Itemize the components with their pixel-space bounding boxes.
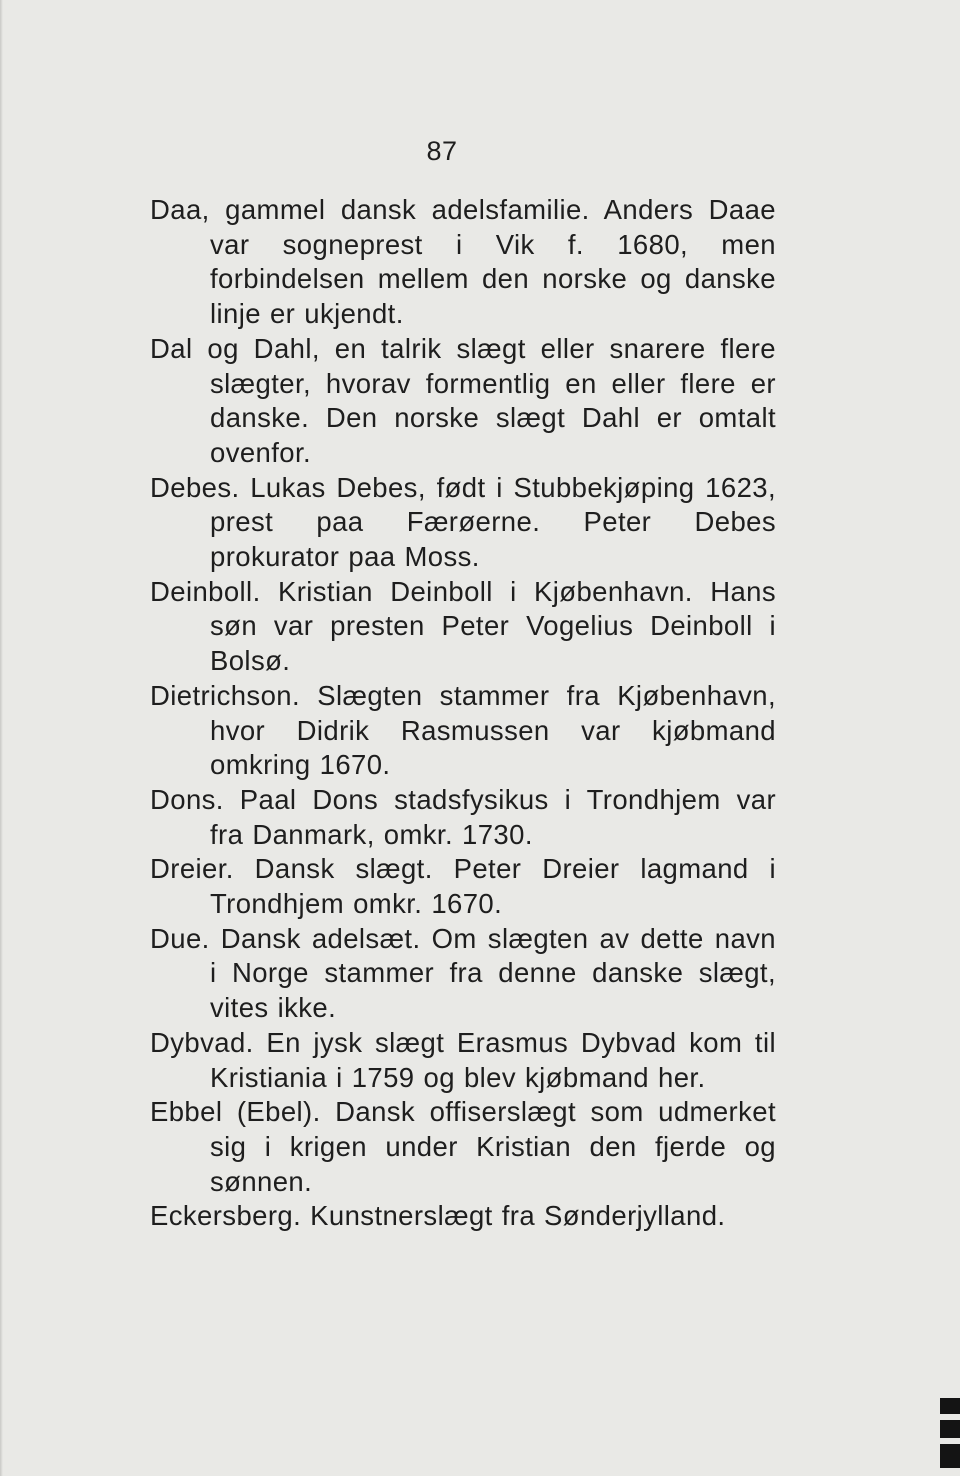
entry-dybvad: Dybvad. En jysk slægt Erasmus Dybvad kom til Kristiania i 1759 og blev kjøbmand her. [150,1026,776,1093]
entry-dreier: Dreier. Dansk slægt. Peter Dreier lagmand i Trondhjem omkr. 1670. [150,853,776,920]
entry-dal: Dal og Dahl, en talrik slægt eller snarere flere slægter, hvorav formentlig en eller flere er danske. Den norske slægt Dahl er omtalt ovenfor. [150,332,776,468]
page-number: 87 [426,136,458,166]
entry-due: Due. Dansk adelsæt. Om slægten av dette navn i Norge stammer fra denne danske slægt, vites ikke. [150,922,776,1024]
entry-dons: Dons. Paal Dons stadsfysikus i Trondhjem var fra Danmark, omkr. 1730. [150,783,776,850]
entry-list [150,193,776,1234]
entry-dietrichson: Dietrichson. Slægten stammer fra Kjøbenhavn, hvor Didrik Rasmussen var kjøbmand omkring 1670. [150,679,776,781]
entry-daa: Daa, gammel dansk adelsfamilie. Anders Daae var sogneprest i Vik f. 1680, men forbindelsen mellem den norske og danske linje er ukjendt. [150,194,776,330]
entry-ebbel: Ebbel (Ebel). Dansk offiserslægt som udmerket sig i krigen under Kristian den fjerde og sønnen. [150,1096,776,1197]
entry-debes: Debes. Lukas Debes, født i Stubbekjøping 1623, prest paa Færøerne. Peter Debes prokurator paa Moss. [150,471,776,573]
scan-margin-marks [936,1380,960,1476]
entry-eckersberg: Eckersberg. Kunstnerslægt fra Sønderjylland. [150,1200,726,1232]
page-edge [0,0,3,1476]
entry-deinboll: Deinboll. Kristian Deinboll i Kjøbenhavn. Hans søn var presten Peter Vogelius Deinboll i Bolsø. [150,575,776,677]
